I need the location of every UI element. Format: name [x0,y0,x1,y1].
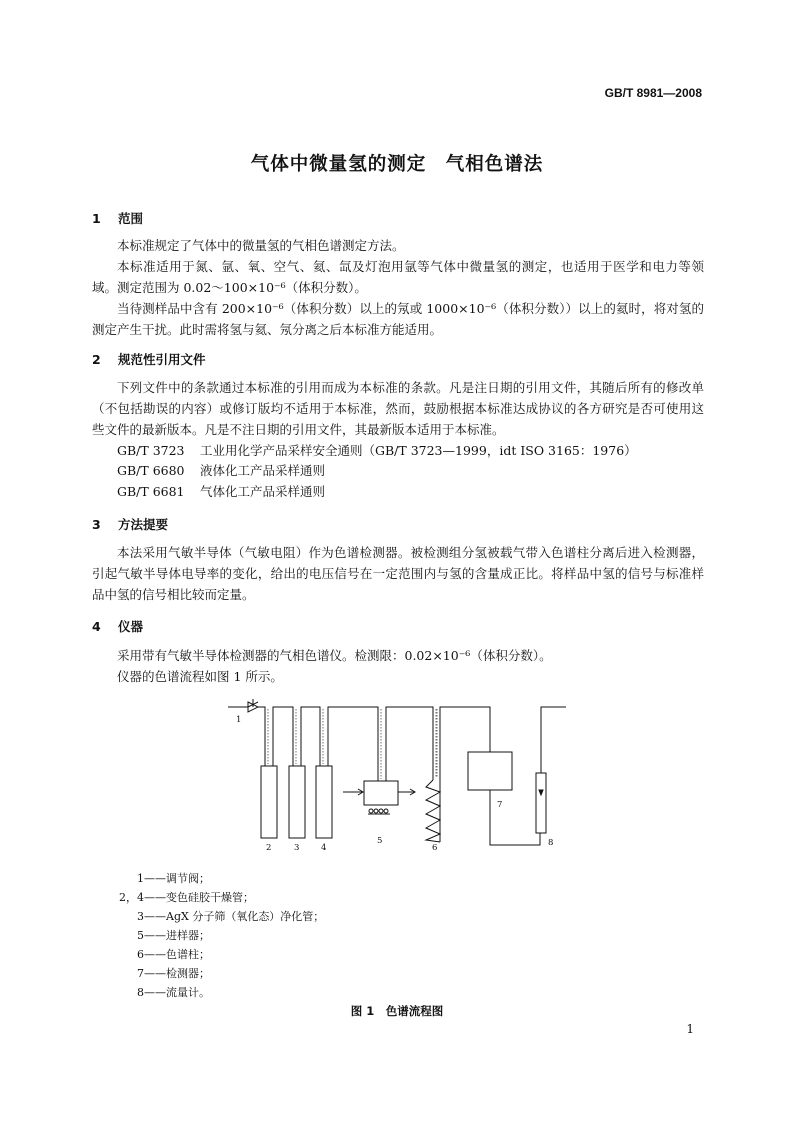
section-number: 1 [92,211,101,226]
reference-code: GB/T 3723 [117,443,185,458]
legend-dash: —— [144,872,166,885]
drying-tube-4 [316,766,332,838]
legend-key: 7 [137,967,144,980]
legend-item [100,870,360,886]
legend-dash: —— [144,948,166,961]
legend-text: 调节阀； [166,872,210,885]
legend-key: 6 [137,948,144,961]
component-label: 3 [294,843,300,853]
detector-7 [468,752,512,790]
drying-tube-2 [261,766,277,838]
injector-port-icon [368,809,390,814]
component-label: 6 [432,843,438,853]
section-number: 2 [92,352,101,367]
section-number: 3 [92,517,101,532]
document-title: 气体中微量氢的测定 气相色谱法 [250,154,544,175]
regulating-valve-icon [248,699,258,712]
legend-item [100,946,360,962]
flowmeter-8 [536,773,546,833]
component-label: 4 [321,843,327,853]
legend-key: 5 [137,929,144,942]
legend-dash: —— [144,891,166,904]
legend-item [100,984,360,1000]
paragraph: 当待测样品中含有 200×10⁻⁶（体积分数）以上的氖或 1000×10⁻⁶（体积分数））以上的氦时，将对氢的测定产生干扰。此时需将氢与氦、氖分离之后本标准方能适用。 [92,301,704,337]
injector-5 [364,781,398,805]
legend-text: 流量计。 [166,986,210,999]
reference-title: 工业用化学产品采样安全通则（GB/T 3723—1999，idt ISO 3165：1976） [200,443,637,458]
legend-key: 1 [137,872,144,885]
legend-dash: —— [144,910,166,923]
legend-dash: —— [144,986,166,999]
outlet-line [541,707,566,773]
chromatographic-column-6 [426,780,440,842]
paragraph: 下列文件中的条款通过本标准的引用而成为本标准的条款。凡是注日期的引用文件，其随后所有的修改单（不包括勘误的内容）或修订版均不适用于本标准，然而，鼓励根据本标准达成协议的各方研究是否可使用这些文件的最新版本。凡是不注日期的引用文件，其最新版本适用于本标准。 [92,380,704,437]
section-title: 规范性引用文件 [118,352,206,367]
section-number: 4 [92,619,101,634]
section-title: 范围 [118,211,144,226]
reference-title: 液体化工产品采样通则 [200,463,326,478]
reference-code: GB/T 6680 [117,463,185,478]
legend-key: 2，4 [119,891,144,904]
section-title: 仪器 [118,619,144,634]
figure-caption: 图 1 色谱流程图 [350,1004,444,1018]
purification-tube-3 [289,766,305,838]
tube-4-to-5 [328,707,378,781]
paragraph: 本标准规定了气体中的微量氢的气相色谱测定方法。 [117,238,405,253]
legend-text: 色谱柱； [166,948,210,961]
component-label: 7 [497,800,503,810]
legend-dash: —— [144,967,166,980]
legend-text: 检测器； [166,967,210,980]
paragraph: 本标准适用于氮、氩、氧、空气、氦、氙及灯泡用氩等气体中微量氢的测定，也适用于医学和电力等领域。测定范围为 0.02～100×10⁻⁶（体积分数）。 [92,259,704,295]
legend-text: 进样器； [166,929,210,942]
tube-to-2 [258,707,265,766]
page-number: 1 [686,1022,694,1036]
legend-key: 3 [137,910,144,923]
component-label: 1 [236,715,242,725]
paragraph: 采用带有气敏半导体检测器的气相色谱仪。检测限：0.02×10⁻⁶（体积分数）。 [117,648,552,663]
legend-text: 变色硅胶干燥管； [166,891,254,904]
legend-key: 8 [137,986,144,999]
reference-title: 气体化工产品采样通则 [200,484,326,499]
legend-item [100,889,360,905]
tube-5-to-6 [386,707,433,781]
section-title: 方法提要 [118,517,169,532]
legend-item [100,908,360,924]
tube-2-to-3 [273,707,293,766]
legend-text: AgX 分子筛（氧化态）净化管； [166,910,325,923]
paragraph: 本法采用气敏半导体（气敏电阻）作为色谱检测器。被检测组分氢被载气带入色谱柱分离后进入检测器，引起气敏半导体电导率的变化，给出的电压信号在一定范围内与氢的含量成正比。将样品中氢的信号与标准样品中氢的信号相比较而定量。 [92,545,704,602]
legend-item [100,927,360,943]
component-label: 5 [377,836,383,846]
tube-3-to-4 [301,707,320,766]
legend-item [100,965,360,981]
paragraph: 仪器的色谱流程如图 1 所示。 [117,669,283,684]
tube-7-to-8 [490,790,540,845]
component-label: 2 [266,843,272,853]
legend-dash: —— [144,929,166,942]
component-label: 8 [548,838,554,848]
reference-code: GB/T 6681 [117,484,185,499]
standard-number: GB/T 8981—2008 [604,86,702,100]
